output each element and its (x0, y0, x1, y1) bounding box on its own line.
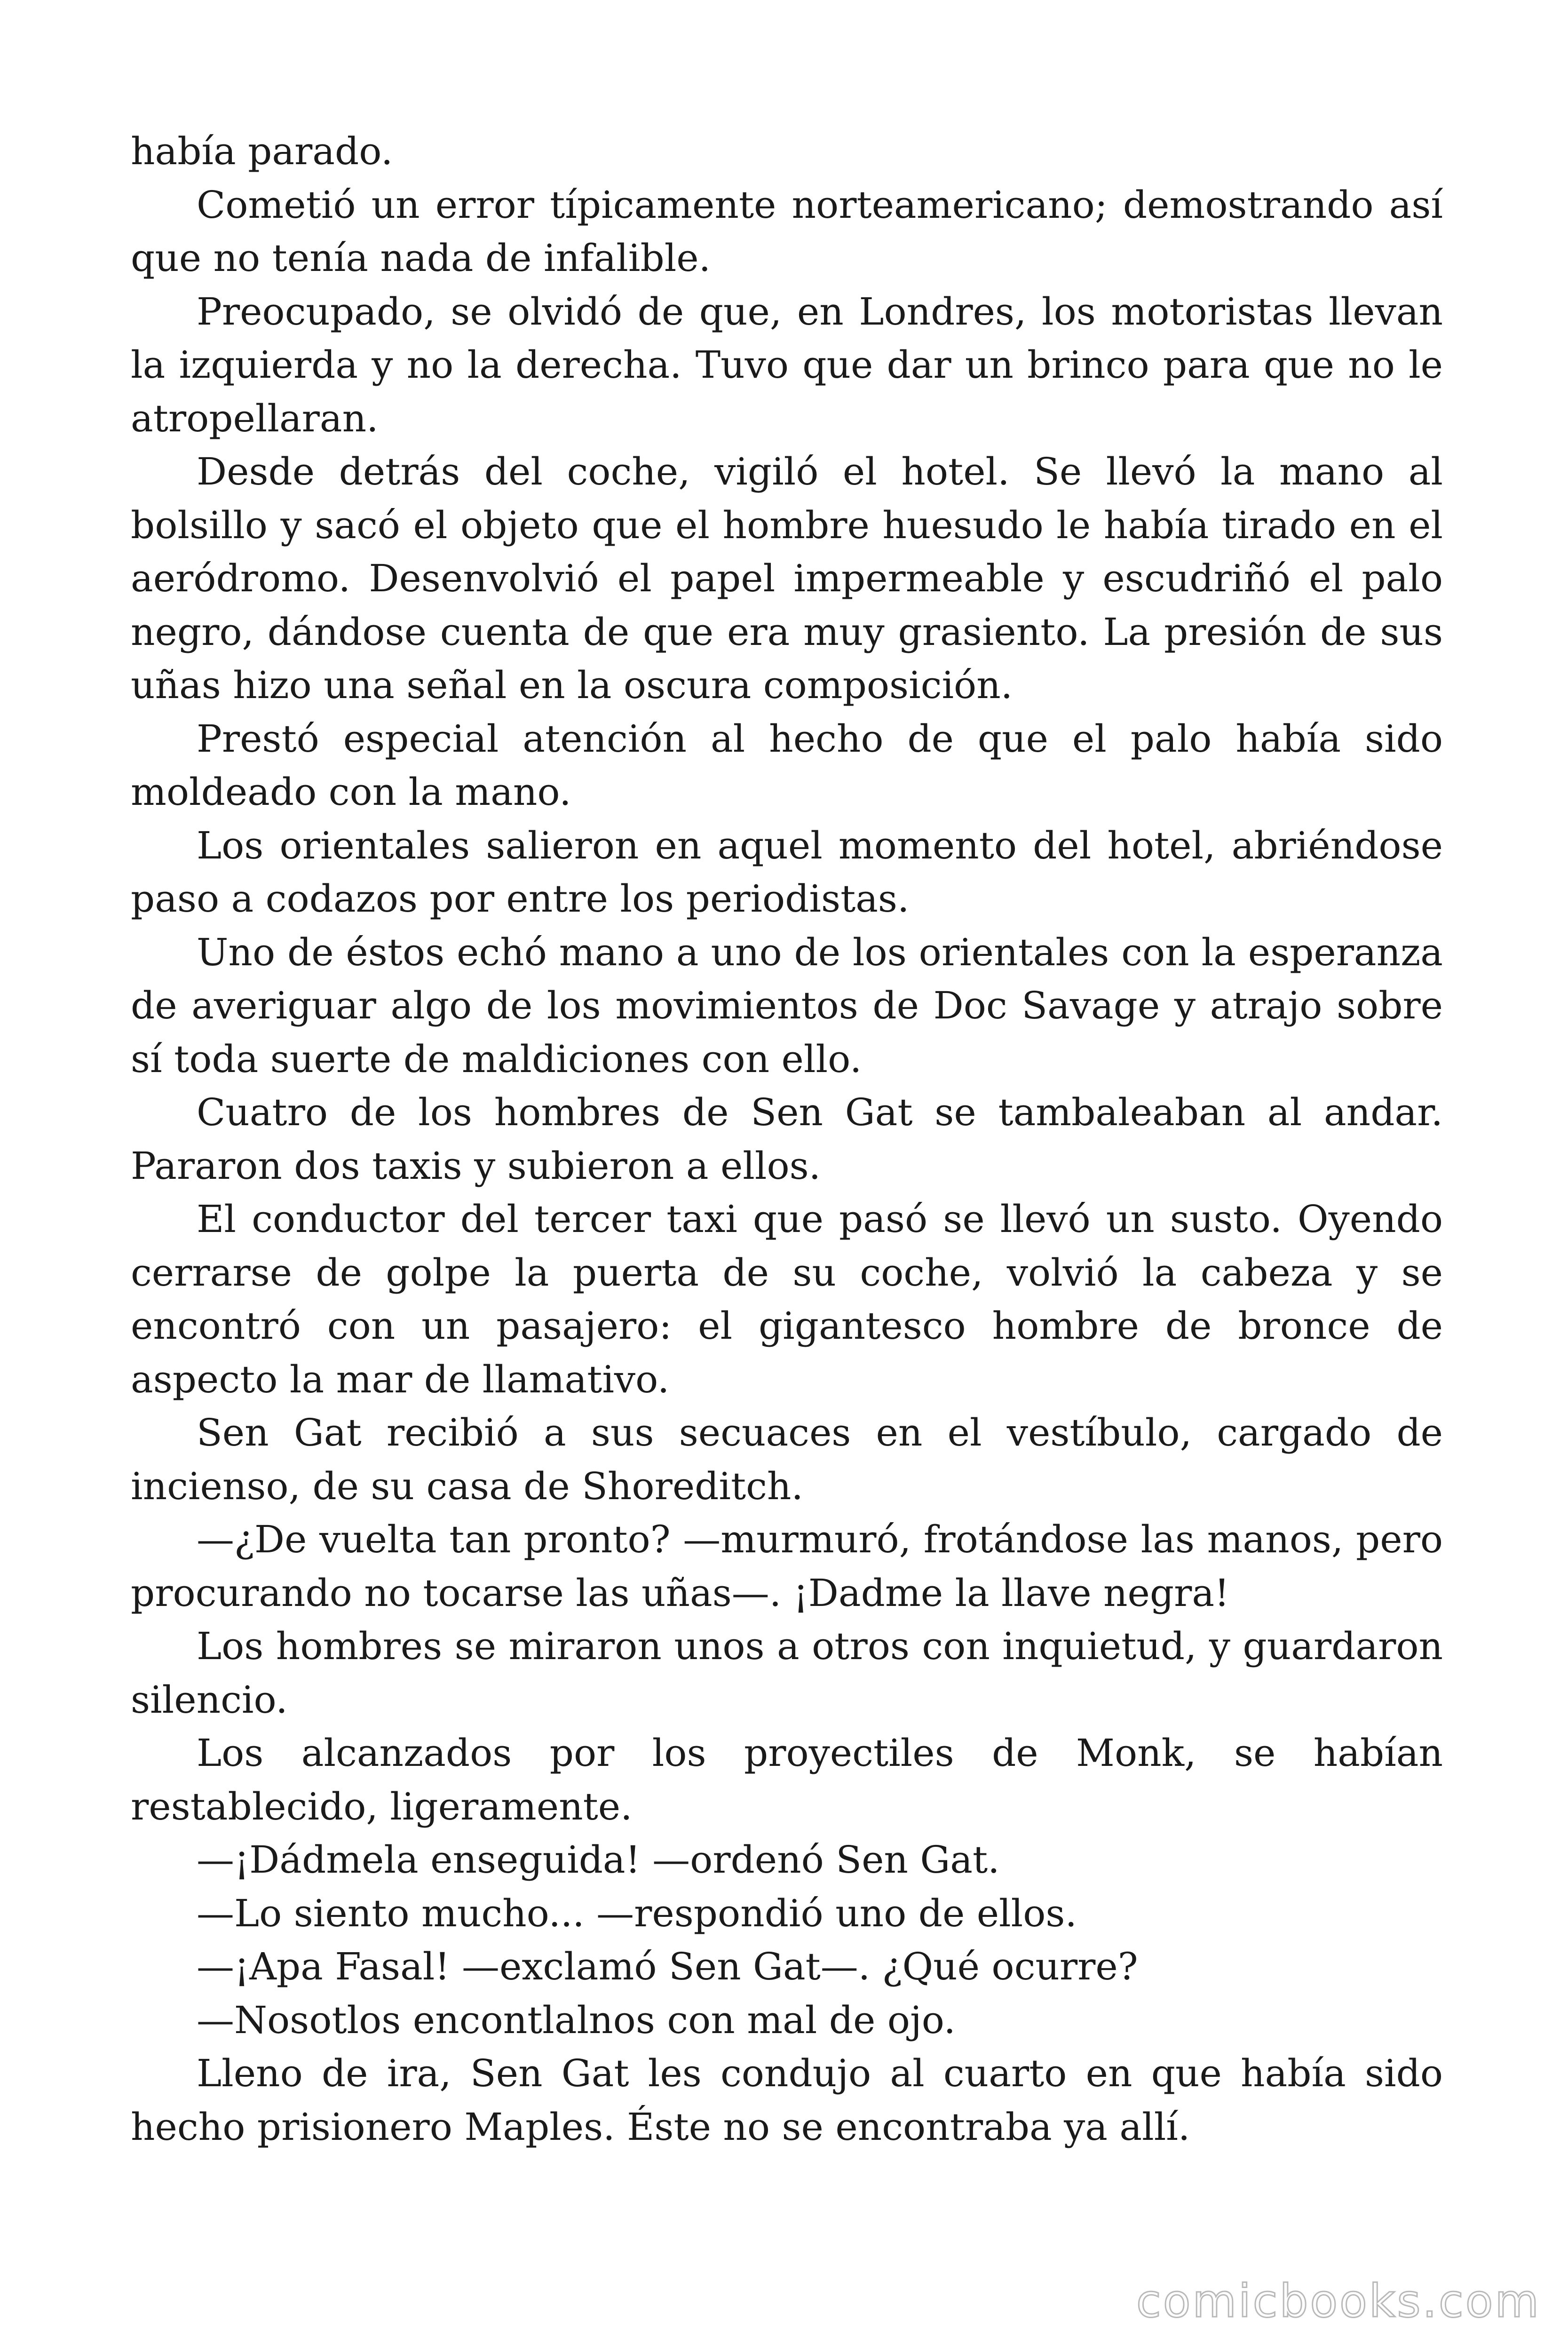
paragraph: Los alcanzados por los proyectiles de Monk, se habían restablecido, ligeramente. (131, 1731, 1443, 1828)
paragraph: Sen Gat recibió a sus secuaces en el vestíbulo, cargado de incienso, de su casa de Shoreditch. (131, 1411, 1443, 1508)
paragraph: —Nosotlos encontlalnos con mal de ojo. (197, 1998, 956, 2042)
paragraph: —¿De vuelta tan pronto? —murmuró, frotándose las manos, pero procurando no tocarse las uñas—. ¡Dadme la llave negra! (131, 1518, 1443, 1615)
paragraph: Desde detrás del coche, vigiló el hotel. Se llevó la mano al bolsillo y sacó el objeto que el hombre huesudo le había tirado en el aeródromo. Desenvolvió el papel impermeable y escudriñó el palo negro, dándose cuenta de que era muy grasiento. La presión de sus uñas hizo una señal en la oscura composición. (131, 450, 1443, 707)
paragraph: Lleno de ira, Sen Gat les condujo al cuarto en que había sido hecho prisionero Maples. Éste no se encontraba ya allí. (131, 2051, 1443, 2149)
paragraph: Uno de éstos echó mano a uno de los orientales con la esperanza de averiguar algo de los movimientos de Doc Savage y atrajo sobre sí toda suerte de maldiciones con ello. (131, 930, 1443, 1081)
watermark: comicbooks.com (1136, 2275, 1541, 2328)
paragraph: Prestó especial atención al hecho de que el palo había sido moldeado con la mano. (131, 716, 1443, 814)
paragraph: —Lo siento mucho... —respondió uno de ellos. (197, 1891, 1077, 1935)
paragraph: —¡Apa Fasal! —exclamó Sen Gat—. ¿Qué ocurre? (197, 1945, 1138, 1988)
page-body (131, 125, 1443, 2153)
paragraph: El conductor del tercer taxi que pasó se llevó un susto. Oyendo cerrarse de golpe la puerta de su coche, volvió la cabeza y se encontró con un pasajero: el gigantesco hombre de bronce de aspecto la mar de llamativo. (131, 1197, 1443, 1401)
paragraph: había parado. (131, 129, 393, 173)
paragraph: —¡Dádmela enseguida! —ordenó Sen Gat. (197, 1838, 1000, 1882)
paragraph: Cuatro de los hombres de Sen Gat se tambaleaban al andar. Pararon dos taxis y subieron a ellos. (131, 1090, 1443, 1188)
paragraph: Los orientales salieron en aquel momento del hotel, abriéndose paso a codazos por entre los periodistas. (131, 823, 1443, 921)
paragraph: Preocupado, se olvidó de que, en Londres, los motoristas llevan la izquierda y no la derecha. Tuvo que dar un brinco para que no le atropellaran. (131, 289, 1443, 440)
paragraph: Cometió un error típicamente norteamericano; demostrando así que no tenía nada de infalible. (131, 183, 1443, 280)
paragraph: Los hombres se miraron unos a otros con inquietud, y guardaron silencio. (131, 1624, 1443, 1722)
